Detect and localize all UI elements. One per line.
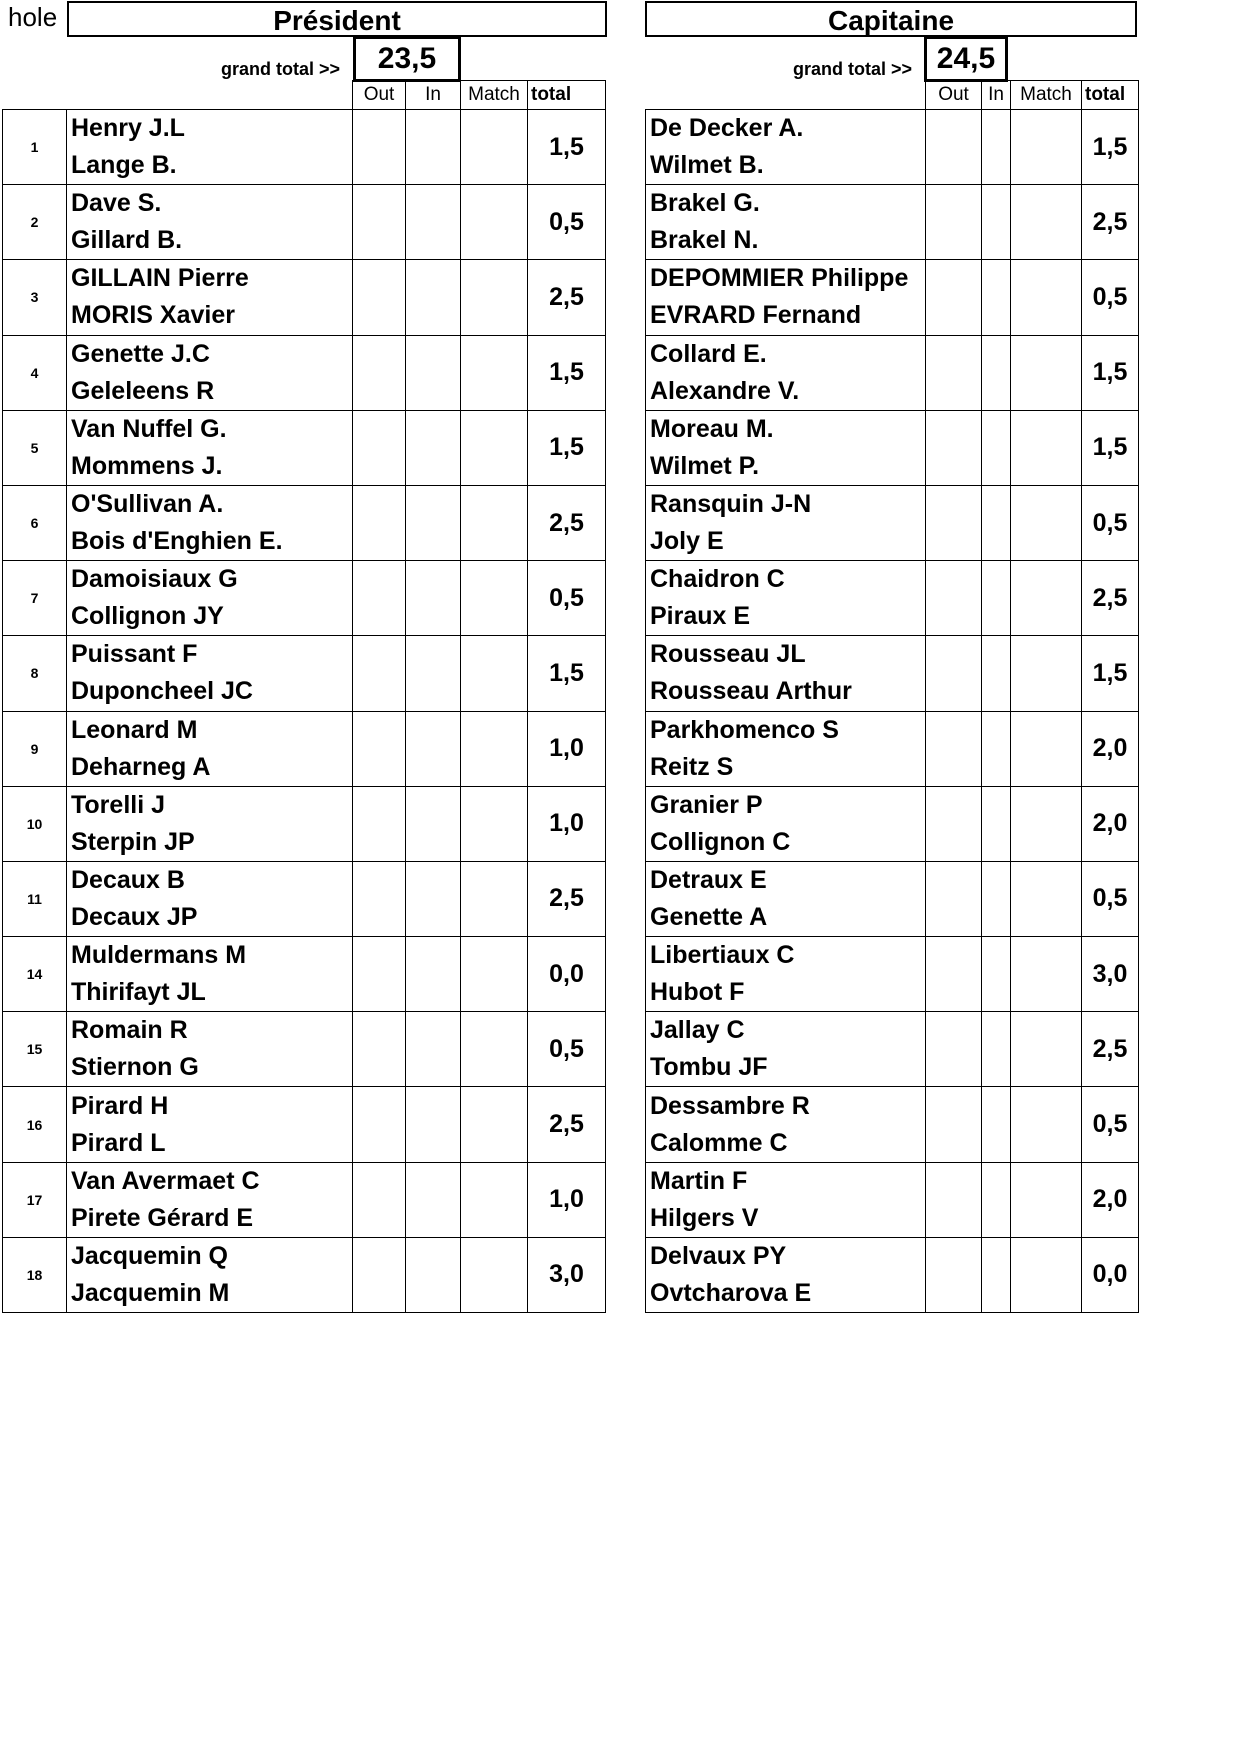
player-name: De Decker A. — [650, 114, 804, 143]
president-row — [3, 861, 606, 936]
president-pair — [67, 185, 353, 260]
in-cell — [406, 861, 461, 936]
hole-number: 17 — [3, 1162, 67, 1237]
in-cell — [982, 937, 1011, 1012]
president-pair — [67, 861, 353, 936]
capitaine-row — [646, 786, 1139, 861]
player-name: Dave S. — [71, 189, 162, 218]
player-name: Brakel N. — [650, 226, 759, 255]
player-name: Duponcheel JC — [71, 677, 253, 706]
total-cell: 3,0 — [528, 1237, 606, 1312]
capitaine-row — [646, 485, 1139, 560]
player-name: Ransquin J-N — [650, 490, 812, 519]
player-name: Torelli J — [71, 790, 166, 819]
player-name: Dessambre R — [650, 1091, 810, 1120]
capitaine-row — [646, 110, 1139, 185]
president-row — [3, 185, 606, 260]
total-cell: 2,5 — [1082, 1012, 1139, 1087]
hole-number: 6 — [3, 485, 67, 560]
player-name: Damoisiaux G — [71, 565, 238, 594]
player-name: O'Sullivan A. — [71, 490, 224, 519]
president-row — [3, 786, 606, 861]
player-name: Detraux E — [650, 865, 767, 894]
total-cell: 2,5 — [528, 485, 606, 560]
total-cell: 1,5 — [528, 636, 606, 711]
president-row — [3, 636, 606, 711]
player-name: Decaux B — [71, 865, 185, 894]
total-cell: 2,5 — [528, 861, 606, 936]
player-name: DEPOMMIER Philippe — [650, 264, 909, 293]
player-name: Joly E — [650, 527, 724, 556]
hole-number: 14 — [3, 937, 67, 1012]
out-cell — [353, 410, 406, 485]
player-name: Parkhomenco S — [650, 715, 839, 744]
in-cell — [982, 1012, 1011, 1087]
capitaine-row — [646, 861, 1139, 936]
president-row — [3, 1087, 606, 1162]
in-cell — [406, 636, 461, 711]
in-cell — [406, 260, 461, 335]
out-cell — [353, 485, 406, 560]
player-name: Piraux E — [650, 602, 751, 631]
in-cell — [982, 561, 1011, 636]
out-cell — [926, 185, 982, 260]
player-name: Rousseau JL — [650, 640, 806, 669]
total-cell: 0,5 — [528, 561, 606, 636]
president-row — [3, 1237, 606, 1312]
match-cell — [1011, 1012, 1082, 1087]
out-cell — [353, 1237, 406, 1312]
in-cell — [406, 1237, 461, 1312]
capitaine-pair — [646, 561, 926, 636]
president-col-out: Out — [353, 81, 406, 110]
out-cell — [926, 561, 982, 636]
president-pair — [67, 410, 353, 485]
hole-number: 4 — [3, 335, 67, 410]
out-cell — [926, 711, 982, 786]
player-name: Mommens J. — [71, 451, 223, 480]
out-cell — [353, 335, 406, 410]
player-name: Collignon C — [650, 827, 791, 856]
player-name: Van Avermaet C — [71, 1166, 260, 1195]
capitaine-header-blank — [646, 81, 926, 110]
president-row — [3, 561, 606, 636]
match-cell — [1011, 786, 1082, 861]
player-name: Thirifayt JL — [71, 978, 206, 1007]
president-col-total: total — [528, 81, 606, 110]
capitaine-header-row — [646, 81, 1139, 110]
hole-number: 15 — [3, 1012, 67, 1087]
hole-number: 11 — [3, 861, 67, 936]
player-name: Genette J.C — [71, 339, 210, 368]
in-cell — [982, 1162, 1011, 1237]
in-cell — [406, 410, 461, 485]
president-row — [3, 335, 606, 410]
match-cell — [461, 1012, 528, 1087]
match-cell — [1011, 485, 1082, 560]
hole-number: 3 — [3, 260, 67, 335]
capitaine-row — [646, 1237, 1139, 1312]
player-name: Granier P — [650, 790, 763, 819]
player-name: Alexandre V. — [650, 376, 800, 405]
president-pair — [67, 711, 353, 786]
in-cell — [406, 185, 461, 260]
capitaine-row — [646, 561, 1139, 636]
total-cell: 0,5 — [528, 1012, 606, 1087]
hole-number: 5 — [3, 410, 67, 485]
player-name: Reitz S — [650, 752, 734, 781]
capitaine-pair — [646, 636, 926, 711]
player-name: Ovtcharova E — [650, 1278, 812, 1307]
match-cell — [461, 786, 528, 861]
in-cell — [406, 937, 461, 1012]
president-grand-total-value: 23,5 — [353, 36, 461, 82]
player-name: Gillard B. — [71, 226, 183, 255]
president-row — [3, 110, 606, 185]
player-name: Romain R — [71, 1016, 188, 1045]
total-cell: 1,5 — [528, 110, 606, 185]
player-name: Decaux JP — [71, 902, 198, 931]
player-name: Jacquemin Q — [71, 1241, 228, 1270]
total-cell: 1,5 — [528, 410, 606, 485]
total-cell: 2,0 — [1082, 711, 1139, 786]
match-cell — [461, 1237, 528, 1312]
president-header-blank — [3, 81, 353, 110]
in-cell — [982, 711, 1011, 786]
in-cell — [982, 185, 1011, 260]
capitaine-grand-total-value: 24,5 — [924, 36, 1008, 82]
total-cell: 1,5 — [1082, 636, 1139, 711]
total-cell: 0,5 — [1082, 861, 1139, 936]
president-pair — [67, 636, 353, 711]
president-pair — [67, 1087, 353, 1162]
player-name: Henry J.L — [71, 114, 185, 143]
player-name: Stiernon G — [71, 1053, 199, 1082]
out-cell — [353, 1012, 406, 1087]
player-name: GILLAIN Pierre — [71, 264, 249, 293]
total-cell: 2,5 — [1082, 561, 1139, 636]
in-cell — [982, 110, 1011, 185]
player-name: Pirete Gérard E — [71, 1203, 254, 1232]
out-cell — [353, 711, 406, 786]
out-cell — [926, 260, 982, 335]
president-grand-total-label: grand total >> — [220, 59, 340, 79]
player-name: Bois d'Enghien E. — [71, 527, 283, 556]
out-cell — [926, 110, 982, 185]
in-cell — [982, 335, 1011, 410]
match-cell — [1011, 410, 1082, 485]
president-pair — [67, 110, 353, 185]
match-cell — [461, 711, 528, 786]
total-cell: 2,0 — [1082, 1162, 1139, 1237]
president-col-match: Match — [461, 81, 528, 110]
match-cell — [1011, 260, 1082, 335]
match-cell — [461, 185, 528, 260]
player-name: Jallay C — [650, 1016, 745, 1045]
total-cell: 0,5 — [1082, 260, 1139, 335]
in-cell — [406, 561, 461, 636]
hole-number: 18 — [3, 1237, 67, 1312]
player-name: Wilmet P. — [650, 451, 760, 480]
player-name: Delvaux PY — [650, 1241, 787, 1270]
match-cell — [1011, 1162, 1082, 1237]
hole-number: 16 — [3, 1087, 67, 1162]
capitaine-col-in: In — [982, 81, 1011, 110]
total-cell: 1,0 — [528, 711, 606, 786]
player-name: Muldermans M — [71, 941, 247, 970]
player-name: Leonard M — [71, 715, 198, 744]
out-cell — [353, 937, 406, 1012]
hole-number: 1 — [3, 110, 67, 185]
match-cell — [461, 110, 528, 185]
capitaine-pair — [646, 260, 926, 335]
president-row — [3, 711, 606, 786]
hole-number: 9 — [3, 711, 67, 786]
match-cell — [1011, 185, 1082, 260]
match-cell — [461, 335, 528, 410]
capitaine-row — [646, 711, 1139, 786]
in-cell — [982, 861, 1011, 936]
total-cell: 1,5 — [1082, 410, 1139, 485]
player-name: Puissant F — [71, 640, 198, 669]
capitaine-row — [646, 335, 1139, 410]
president-row — [3, 937, 606, 1012]
capitaine-pair — [646, 786, 926, 861]
match-cell — [461, 1162, 528, 1237]
player-name: Moreau M. — [650, 414, 774, 443]
out-cell — [926, 410, 982, 485]
hole-number: 7 — [3, 561, 67, 636]
player-name: Hubot F — [650, 978, 745, 1007]
player-name: Calomme C — [650, 1128, 788, 1157]
in-cell — [406, 485, 461, 560]
hole-number: 10 — [3, 786, 67, 861]
capitaine-pair — [646, 1162, 926, 1237]
match-cell — [1011, 561, 1082, 636]
capitaine-col-out: Out — [926, 81, 982, 110]
player-name: Collard E. — [650, 339, 767, 368]
player-name: Deharneg A — [71, 752, 211, 781]
in-cell — [982, 410, 1011, 485]
match-cell — [461, 937, 528, 1012]
total-cell: 0,5 — [1082, 485, 1139, 560]
player-name: EVRARD Fernand — [650, 301, 862, 330]
capitaine-pair — [646, 1087, 926, 1162]
capitaine-row — [646, 1087, 1139, 1162]
in-cell — [982, 636, 1011, 711]
match-cell — [1011, 110, 1082, 185]
president-pair — [67, 561, 353, 636]
president-row — [3, 1162, 606, 1237]
in-cell — [406, 1162, 461, 1237]
president-pair — [67, 1237, 353, 1312]
capitaine-team-title: Capitaine — [645, 1, 1137, 37]
match-cell — [1011, 1087, 1082, 1162]
player-name: Rousseau Arthur — [650, 677, 852, 706]
capitaine-pair — [646, 410, 926, 485]
player-name: Brakel G. — [650, 189, 760, 218]
hole-number: 8 — [3, 636, 67, 711]
out-cell — [926, 937, 982, 1012]
match-cell — [461, 260, 528, 335]
in-cell — [982, 786, 1011, 861]
total-cell: 1,0 — [528, 1162, 606, 1237]
out-cell — [353, 861, 406, 936]
out-cell — [353, 260, 406, 335]
in-cell — [982, 260, 1011, 335]
match-cell — [1011, 1237, 1082, 1312]
hole-number: 2 — [3, 185, 67, 260]
match-cell — [1011, 711, 1082, 786]
capitaine-pair — [646, 110, 926, 185]
player-name: Collignon JY — [71, 602, 224, 631]
total-cell: 1,0 — [528, 786, 606, 861]
out-cell — [353, 110, 406, 185]
out-cell — [353, 636, 406, 711]
in-cell — [406, 1087, 461, 1162]
capitaine-grand-total-label: grand total >> — [792, 59, 912, 79]
president-pair — [67, 335, 353, 410]
player-name: Wilmet B. — [650, 151, 764, 180]
out-cell — [926, 1087, 982, 1162]
capitaine-row — [646, 185, 1139, 260]
president-pair — [67, 260, 353, 335]
total-cell: 2,5 — [1082, 185, 1139, 260]
player-name: Pirard L — [71, 1128, 166, 1157]
president-score-table — [2, 80, 606, 1313]
out-cell — [926, 485, 982, 560]
capitaine-pair — [646, 861, 926, 936]
capitaine-col-match: Match — [1011, 81, 1082, 110]
out-cell — [926, 636, 982, 711]
capitaine-row — [646, 1012, 1139, 1087]
in-cell — [406, 110, 461, 185]
out-cell — [926, 335, 982, 410]
out-cell — [353, 1162, 406, 1237]
match-cell — [1011, 335, 1082, 410]
capitaine-row — [646, 636, 1139, 711]
out-cell — [926, 1012, 982, 1087]
capitaine-row — [646, 410, 1139, 485]
hole-header-label: hole — [8, 2, 58, 32]
president-row — [3, 260, 606, 335]
president-pair — [67, 937, 353, 1012]
president-pair — [67, 786, 353, 861]
out-cell — [926, 1162, 982, 1237]
out-cell — [926, 1237, 982, 1312]
match-cell — [461, 861, 528, 936]
in-cell — [982, 1087, 1011, 1162]
in-cell — [406, 711, 461, 786]
total-cell: 0,5 — [1082, 1087, 1139, 1162]
capitaine-row — [646, 937, 1139, 1012]
president-pair — [67, 485, 353, 560]
president-pair — [67, 1012, 353, 1087]
out-cell — [926, 786, 982, 861]
match-cell — [461, 1087, 528, 1162]
president-pair — [67, 1162, 353, 1237]
match-cell — [461, 485, 528, 560]
in-cell — [406, 786, 461, 861]
player-name: Geleleens R — [71, 376, 215, 405]
president-col-in: In — [406, 81, 461, 110]
match-cell — [461, 561, 528, 636]
total-cell: 3,0 — [1082, 937, 1139, 1012]
capitaine-pair — [646, 335, 926, 410]
president-header-row — [3, 81, 606, 110]
president-row — [3, 485, 606, 560]
total-cell: 1,5 — [528, 335, 606, 410]
in-cell — [406, 1012, 461, 1087]
capitaine-row — [646, 1162, 1139, 1237]
capitaine-row — [646, 260, 1139, 335]
in-cell — [982, 485, 1011, 560]
player-name: Chaidron C — [650, 565, 785, 594]
capitaine-score-table — [645, 80, 1139, 1313]
match-cell — [461, 636, 528, 711]
match-cell — [1011, 636, 1082, 711]
capitaine-col-total: total — [1082, 81, 1139, 110]
out-cell — [353, 1087, 406, 1162]
total-cell: 0,0 — [1082, 1237, 1139, 1312]
total-cell: 0,0 — [528, 937, 606, 1012]
president-row — [3, 410, 606, 485]
match-cell — [461, 410, 528, 485]
match-cell — [1011, 937, 1082, 1012]
out-cell — [353, 561, 406, 636]
player-name: Libertiaux C — [650, 941, 795, 970]
total-cell: 1,5 — [1082, 110, 1139, 185]
player-name: Jacquemin M — [71, 1278, 230, 1307]
capitaine-pair — [646, 1237, 926, 1312]
total-cell: 2,5 — [528, 1087, 606, 1162]
match-cell — [1011, 861, 1082, 936]
player-name: Genette A — [650, 902, 768, 931]
capitaine-pair — [646, 485, 926, 560]
president-row — [3, 1012, 606, 1087]
total-cell: 0,5 — [528, 185, 606, 260]
out-cell — [353, 185, 406, 260]
president-team-title: Président — [67, 1, 607, 37]
capitaine-pair — [646, 1012, 926, 1087]
player-name: Hilgers V — [650, 1203, 759, 1232]
out-cell — [926, 861, 982, 936]
player-name: Martin F — [650, 1166, 748, 1195]
total-cell: 2,5 — [528, 260, 606, 335]
player-name: Lange B. — [71, 151, 177, 180]
in-cell — [982, 1237, 1011, 1312]
capitaine-pair — [646, 937, 926, 1012]
player-name: MORIS Xavier — [71, 301, 235, 330]
total-cell: 1,5 — [1082, 335, 1139, 410]
player-name: Van Nuffel G. — [71, 414, 227, 443]
out-cell — [353, 786, 406, 861]
player-name: Sterpin JP — [71, 827, 195, 856]
in-cell — [406, 335, 461, 410]
player-name: Tombu JF — [650, 1053, 768, 1082]
player-name: Pirard H — [71, 1091, 169, 1120]
capitaine-pair — [646, 711, 926, 786]
total-cell: 2,0 — [1082, 786, 1139, 861]
capitaine-pair — [646, 185, 926, 260]
